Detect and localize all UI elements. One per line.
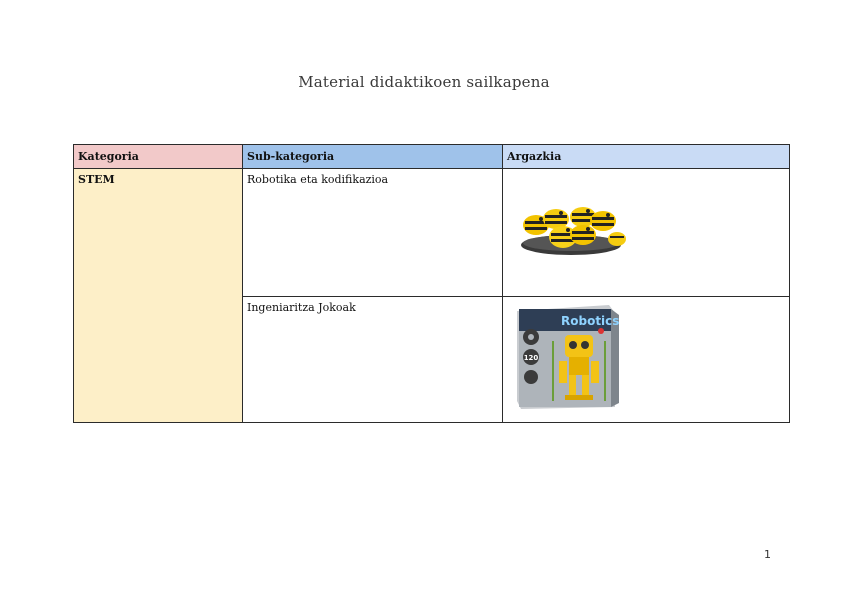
bee-robots-photo bbox=[511, 173, 631, 273]
page-number: 1 bbox=[764, 548, 771, 561]
box-label: Robotics bbox=[561, 314, 620, 328]
category-cell: STEM bbox=[74, 169, 243, 423]
document-title: Material didaktikoen sailkapena bbox=[298, 73, 550, 91]
image-cell bbox=[503, 169, 790, 297]
table-header-row bbox=[74, 145, 790, 169]
header-argazkia: Argazkia bbox=[503, 145, 790, 169]
header-kategoria: Kategoria bbox=[74, 145, 243, 169]
classification-table bbox=[73, 144, 790, 423]
header-sub-kategoria: Sub-kategoria bbox=[243, 145, 503, 169]
piece-count-badge: 120 bbox=[523, 354, 539, 362]
image-cell bbox=[503, 297, 790, 423]
robotics-kit-box-photo bbox=[513, 301, 623, 409]
table-row bbox=[74, 169, 790, 297]
subcategory-cell: Ingeniaritza Jokoak bbox=[243, 297, 503, 423]
subcategory-cell: Robotika eta kodifikazioa bbox=[243, 169, 503, 297]
